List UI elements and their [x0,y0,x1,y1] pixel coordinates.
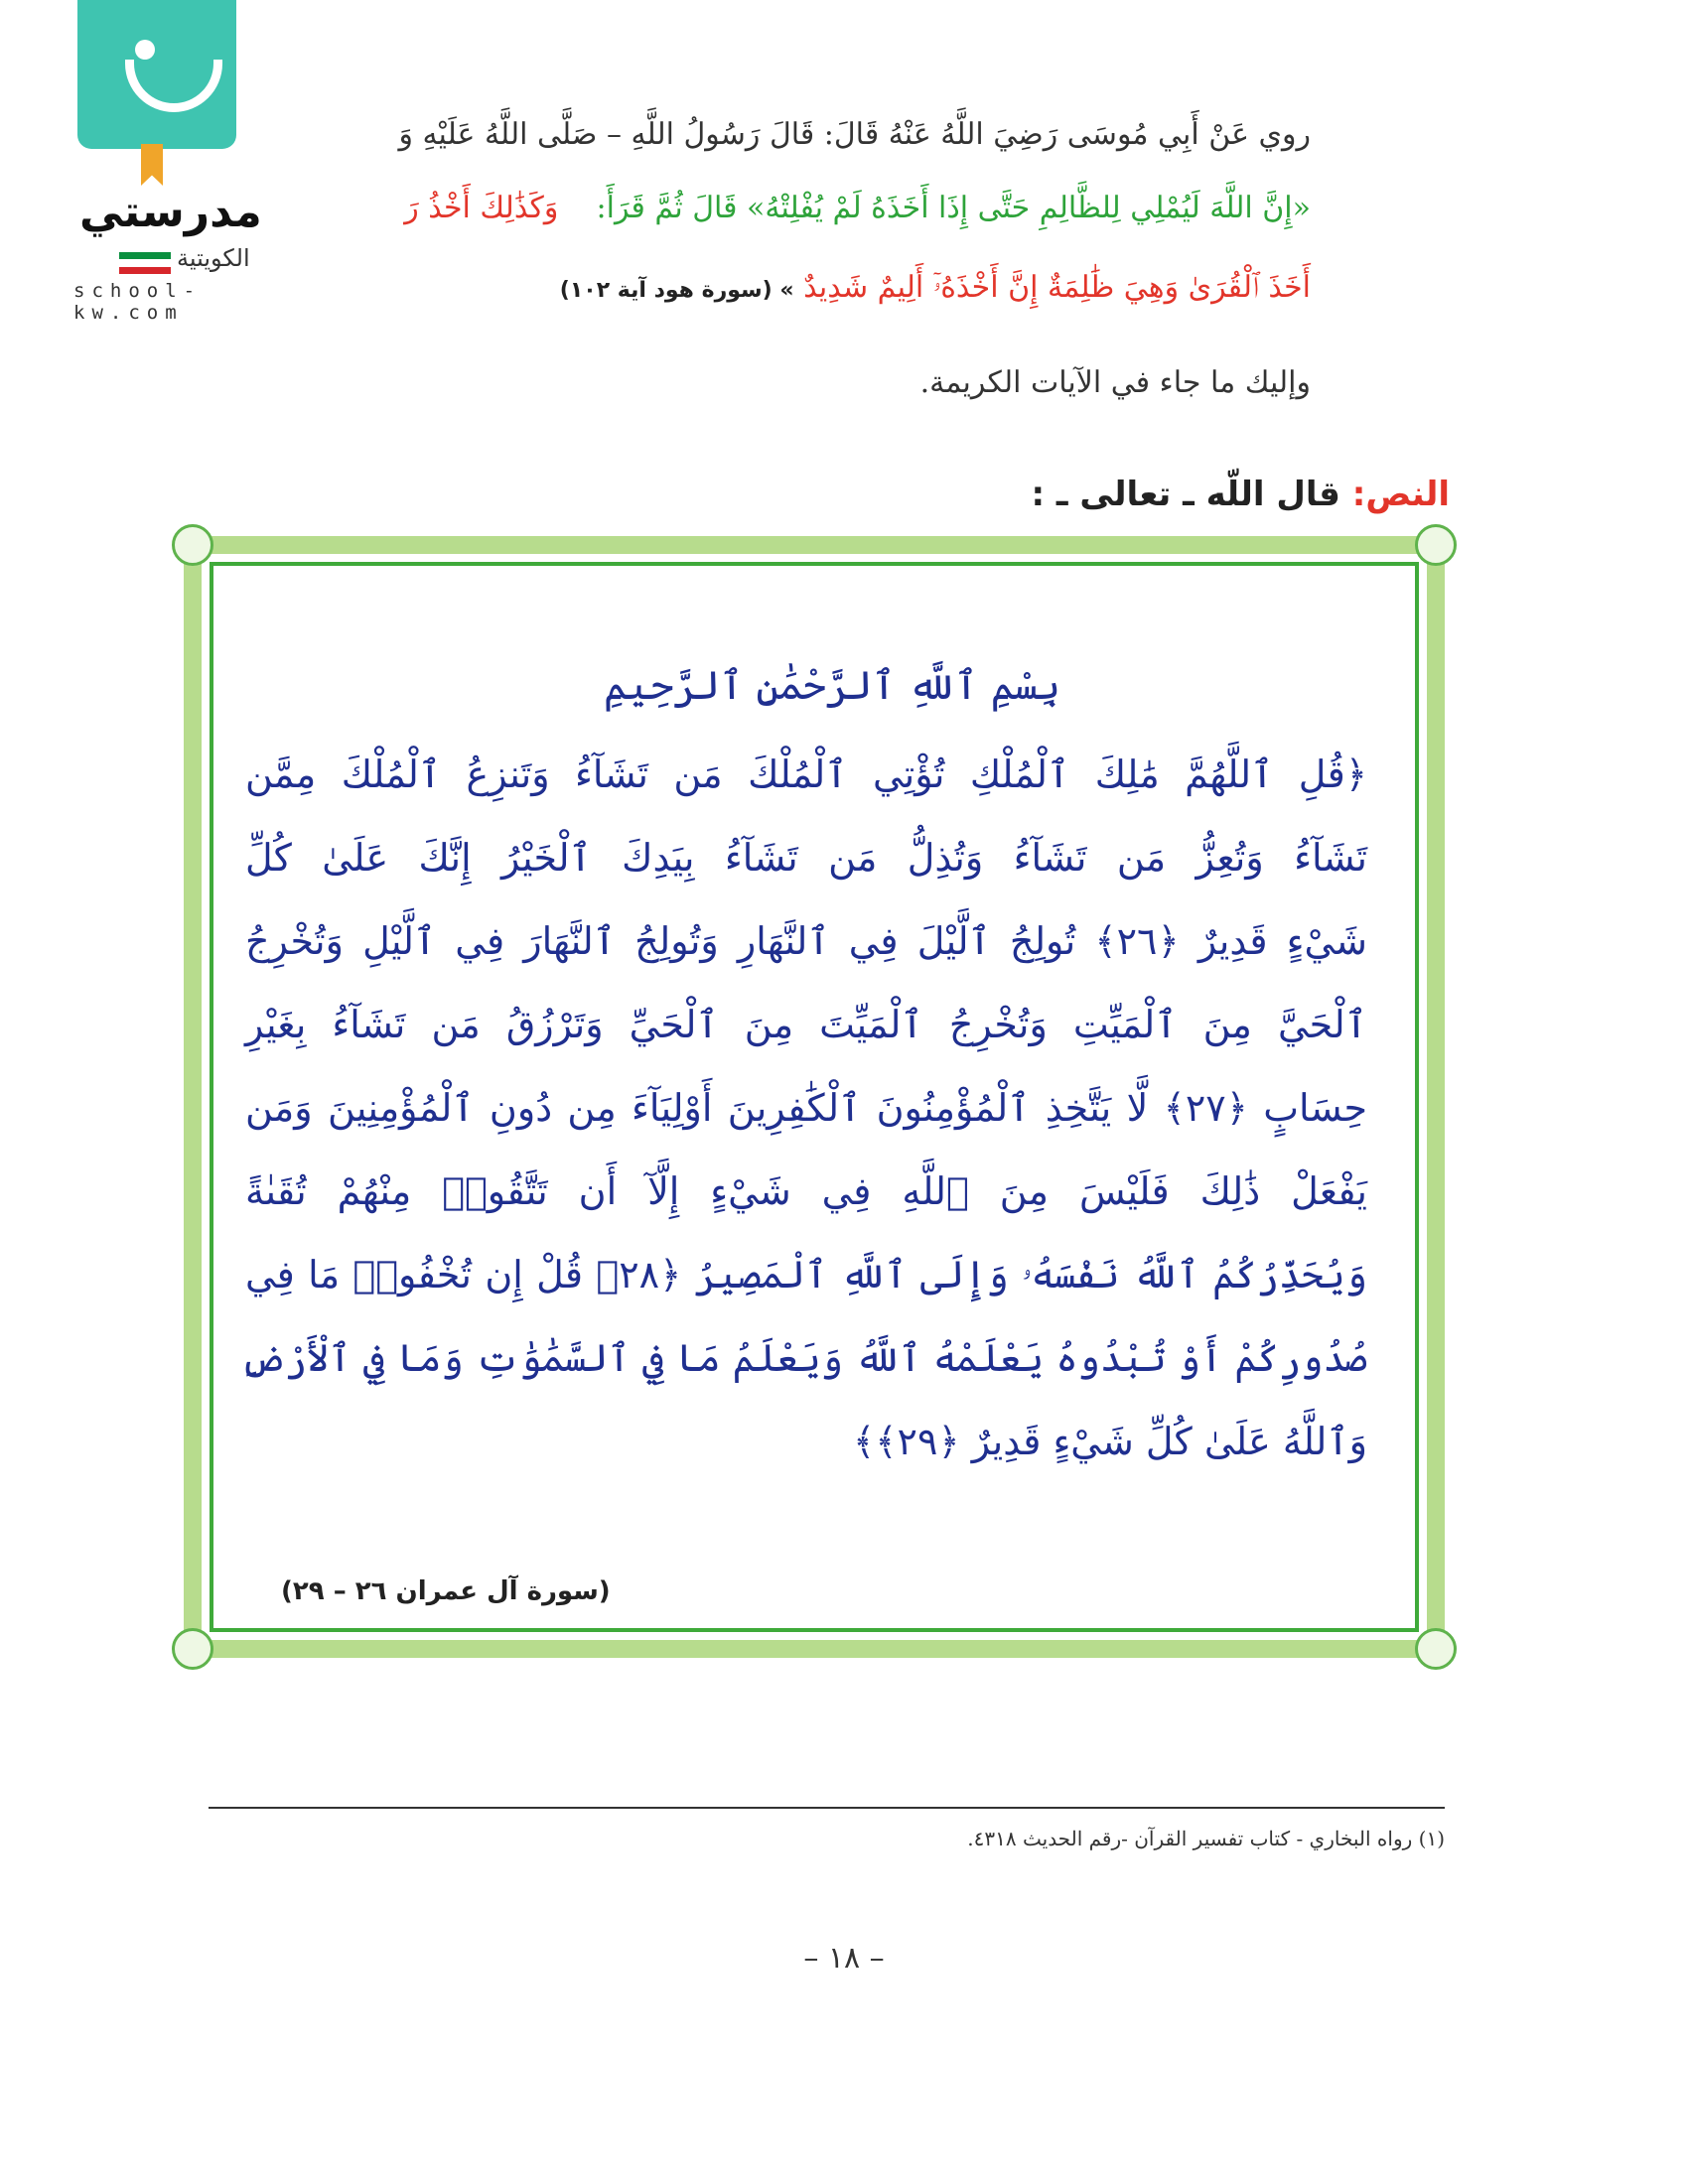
verse-line: وَٱللَّهُ عَلَىٰ كُلِّ شَيْءٍ قَدِيرٌ ﴿٢٩﴾﴾ [853,1420,1367,1463]
footnote-divider [209,1807,1445,1809]
verse-text: أَخَذَ ٱلْقُرَىٰ وَهِيَ ظَٰلِمَةٌ إِنَّ أَخْذَهُۥٓ أَلِيمٌ شَدِيدٌ [803,270,1311,305]
verse-line: يَفْعَلْ ذَٰلِكَ فَلَيْسَ مِنَ ٱللَّهِ فِي شَيْءٍ إِلَّآ أَن تَتَّقُوا۟ مِنْهُمْ تُقَىٰةً [245,1169,1367,1213]
verse-start: وَكَذَٰلِكَ أَخْذُ رَ [404,191,559,225]
transition-line: وإليك ما جاء في الآيات الكريمة. [919,365,1311,400]
verse-line: تَشَآءُ وَتُعِزُّ مَن تَشَآءُ وَتُذِلُّ مَن تَشَآءُ بِيَدِكَ ٱلْخَيْرُ إِنَّكَ عَلَىٰ كُلِّ [245,836,1367,880]
logo-subtitle: الكويتية [177,244,250,272]
surah-reference: (سورة آل عمران ٢٦ – ٢٩) [281,1576,611,1606]
verse-line: شَيْءٍ قَدِيرٌ ﴿٢٦﴾ تُولِجُ ٱلَّيْلَ فِي ٱلنَّهَارِ وَتُولِجُ ٱلنَّهَارَ فِي ٱلَّيْلِ وَتُخْرِجُ [245,919,1367,963]
footnote: (١) رواه البخاري - كتاب تفسير القرآن -رقم الحديث ٤٣١٨. [967,1827,1445,1850]
hadith-quote-line [404,191,1311,225]
section-heading [1032,475,1451,514]
verse-continuation-line [560,270,1311,305]
site-logo [60,0,308,324]
verse-citation: » (سورة هود آية ١٠٢) [559,278,794,303]
logo-name: مدرستي [79,187,262,237]
kuwait-flag-icon [119,252,171,274]
logo-eye-left [135,40,155,60]
verse-line: حِسَابٍ ﴿٢٧﴾ لَّا يَتَّخِذِ ٱلْمُؤْمِنُونَ ٱلْكَٰفِرِينَ أَوْلِيَآءَ مِن دُونِ ٱلْمُؤْمِنِينَ وَمَن [245,1086,1368,1130]
frame-corner-ornament-icon [1415,1628,1457,1670]
logo-smile-icon [125,60,222,112]
verse-line: ٱلْحَيَّ مِنَ ٱلْمَيِّتِ وَتُخْرِجُ ٱلْمَيِّتَ مِنَ ٱلْحَيِّ وَتَرْزُقُ مَن تَشَآءُ بِغَيْرِ [245,1003,1367,1046]
logo-url: school-kw.com [73,280,203,324]
frame-corner-ornament-icon [172,1628,213,1670]
verse-line: وَيُحَذِّرُكُمُ ٱللَّهُ نَفْسَهُۥ وَإِلَى ٱللَّهِ ٱلْمَصِيرُ ﴿٢٨﴾ قُلْ إِن تُخْفُوا۟ مَا فِي [245,1253,1367,1297]
verse-line: ﴿قُلِ ٱللَّهُمَّ مَٰلِكَ ٱلْمُلْكِ تُؤْتِي ٱلْمُلْكَ مَن تَشَآءُ وَتَنزِعُ ٱلْمُلْكَ مِمَّن [245,752,1367,796]
hadith-intro-line: روي عَنْ أَبِي مُوسَى رَضِيَ اللَّهُ عَنْهُ قَالَ: قَالَ رَسُولُ اللَّهِ – صَلَّى اللَّهُ عَلَيْهِ وَ [398,117,1311,152]
page-number: – ١٨ – [803,1941,885,1976]
frame-corner-ornament-icon [172,524,213,566]
frame-corner-ornament-icon [1415,524,1457,566]
section-heading-text: قال اللّه ـ تعالى ـ : [1031,475,1340,514]
hadith-text: «إِنَّ اللَّهَ لَيُمْلِي لِلظَّالِمِ حَتَّى إِذَا أَخَذَهُ لَمْ يُفْلِتْهُ» قَالَ ثُمَّ قَرَأَ: [596,191,1311,225]
logo-tile [77,0,236,149]
basmala: بِسْمِ ٱللَّهِ ٱلرَّحْمَٰنِ ٱلرَّحِيمِ [603,663,1061,709]
quran-frame [184,536,1445,1658]
verse-line: صُدُورِكُمْ أَوْ تُبْدُوهُ يَعْلَمْهُ ٱللَّهُ وَيَعْلَمُ مَا فِي ٱلسَّمَٰوَٰتِ وَمَا فِي ٱلْأَرْضِ [240,1336,1367,1380]
section-heading-label: النص: [1351,475,1450,514]
logo-bookmark-icon [141,144,163,186]
